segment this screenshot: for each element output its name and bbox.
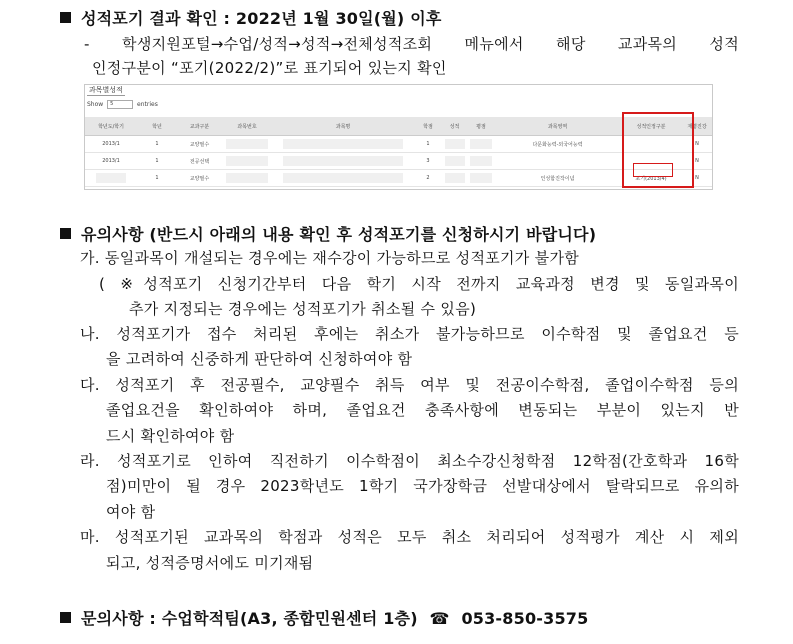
column-header[interactable]: 학점 [414, 117, 442, 136]
section-notice-heading [60, 222, 596, 245]
notice-item-da: 다. 성적포기 후 전공필수, 교양필수 취득 여부 및 전공이수학점, 졸업이수학점 등의 [80, 376, 739, 394]
redacted-course-name [272, 136, 414, 153]
redacted-course-name [272, 170, 414, 187]
notice-item-ga: 가. 동일과목이 개설되는 경우에는 재수강이 가능하므로 성적포기가 불가함 [80, 249, 580, 267]
page-size-control [87, 100, 158, 109]
column-header[interactable]: 학년 [137, 117, 177, 136]
column-header[interactable]: 재평진강 [682, 117, 712, 136]
notice-item-na-cont: 을 고려하여 신중하게 판단하여 신청하여야 함 [106, 350, 413, 368]
notice-item-na: 나. 성적포기가 접수 처리된 후에는 취소가 불가능하므로 이수학점 및 졸업요건 등 [80, 325, 739, 343]
section-desc-line: - 학생지원포털→수업/성적→성적→전체성적조회 메뉴에서 해당 교과목의 성적 [84, 35, 739, 53]
section-title: 유의사항 (반드시 아래의 내용 확인 후 성적포기를 신청하시기 바랍니다) [81, 225, 597, 244]
square-bullet-icon [60, 228, 71, 239]
cell-credit: 3 [414, 153, 442, 170]
cell-grade: 1 [137, 136, 177, 153]
grade-table-screenshot [84, 84, 713, 190]
column-header[interactable]: 교과구분 [177, 117, 222, 136]
section-title: 성적포기 결과 확인 : 2022년 1월 30일(월) 이후 [81, 9, 442, 28]
cell-credit: 1 [414, 136, 442, 153]
cell-category: 교양필수 [177, 136, 222, 153]
cell-grade: 1 [137, 170, 177, 187]
notice-item-da-cont: 드시 확인하여야 함 [106, 427, 235, 445]
cell-area [495, 153, 620, 170]
redacted-course-number [222, 170, 272, 187]
redacted-course-number [222, 136, 272, 153]
redacted-score [442, 170, 467, 187]
redacted-score [442, 136, 467, 153]
redacted-course-name [272, 153, 414, 170]
cell-recognition: 포기(2013/4) [620, 170, 682, 187]
cell-area: 인성함진작이념 [495, 170, 620, 187]
section-desc-line: 인정구분이 “포기(2022/2)”로 표기되어 있는지 확인 [92, 59, 447, 77]
column-header[interactable]: 평점 [467, 117, 495, 136]
entries-label: entries [137, 101, 158, 108]
page-size-select[interactable]: 5 [107, 100, 133, 109]
redacted-course-number [222, 153, 272, 170]
show-label: Show [87, 101, 104, 108]
table-row [85, 153, 712, 170]
square-bullet-icon [60, 612, 71, 623]
redacted-score [442, 153, 467, 170]
column-header[interactable]: 학년도/학기 [85, 117, 137, 136]
cell-retake: N [682, 136, 712, 153]
cell-year: 2013/1 [85, 153, 137, 170]
cell-retake: N [682, 153, 712, 170]
forfeit-cell-highlight [633, 163, 673, 177]
grade-table-title: 과목별성적 [89, 86, 123, 94]
column-header[interactable]: 과목번호 [222, 117, 272, 136]
phone-icon: ☎ [429, 609, 450, 628]
grade-table [85, 117, 712, 187]
redacted-gpa [467, 136, 495, 153]
notice-item-ra: 라. 성적포기로 인하여 직전하기 이수학점이 최소수강신청학점 12학점(간호학과 16학 [80, 452, 739, 470]
cell-credit: 2 [414, 170, 442, 187]
notice-note-line: ( ※성적포기 신청기간부터 다음 학기 시작 전까지 교육과정 변경 및 동일과목이 [99, 275, 739, 293]
notice-item-ma: 마. 성적포기된 교과목의 학점과 성적은 모두 취소 처리되어 성적평가 계산 시 제외 [80, 528, 739, 546]
cell-category: 교양필수 [177, 170, 222, 187]
cell-category: 전공선택 [177, 153, 222, 170]
notice-item-da-cont: 졸업요건을 확인하여야 하며, 졸업요건 충족사항에 변동되는 부분이 있는지 반 [106, 401, 739, 419]
notice-item-ra-cont: 점)미만이 될 경우 2023학년도 1학기 국가장학금 선발대상에서 탈락되므로 유의하 [106, 477, 739, 495]
notice-item-ma-cont: 되고, 성적증명서에도 미기재됨 [106, 554, 314, 572]
table-row [85, 170, 712, 187]
table-row [85, 136, 712, 153]
section-contact-heading [60, 606, 588, 629]
column-header[interactable]: 성적 [442, 117, 467, 136]
notice-item-ra-cont: 여야 함 [106, 503, 156, 521]
cell-area: 다문화능력-외국어능력 [495, 136, 620, 153]
redacted-gpa [467, 170, 495, 187]
cell-grade: 1 [137, 153, 177, 170]
phone-number[interactable]: 053-850-3575 [461, 609, 589, 628]
notice-note-line: 추가 지정되는 경우에는 성적포기가 취소될 수 있음) [129, 300, 477, 318]
column-header[interactable]: 과목영역 [495, 117, 620, 136]
column-header[interactable]: 성적인정구분 [620, 117, 682, 136]
square-bullet-icon [60, 12, 71, 23]
cell-retake: N [682, 170, 712, 187]
section-result-check-heading [60, 6, 442, 29]
contact-title: 문의사항 : 수업학적팀(A3, 종합민원센터 1층) [81, 609, 418, 628]
redacted-gpa [467, 153, 495, 170]
cell-year: 2013/1 [85, 136, 137, 153]
redacted-year [85, 170, 137, 187]
table-header-row [85, 117, 712, 136]
column-header[interactable]: 과목명 [272, 117, 414, 136]
